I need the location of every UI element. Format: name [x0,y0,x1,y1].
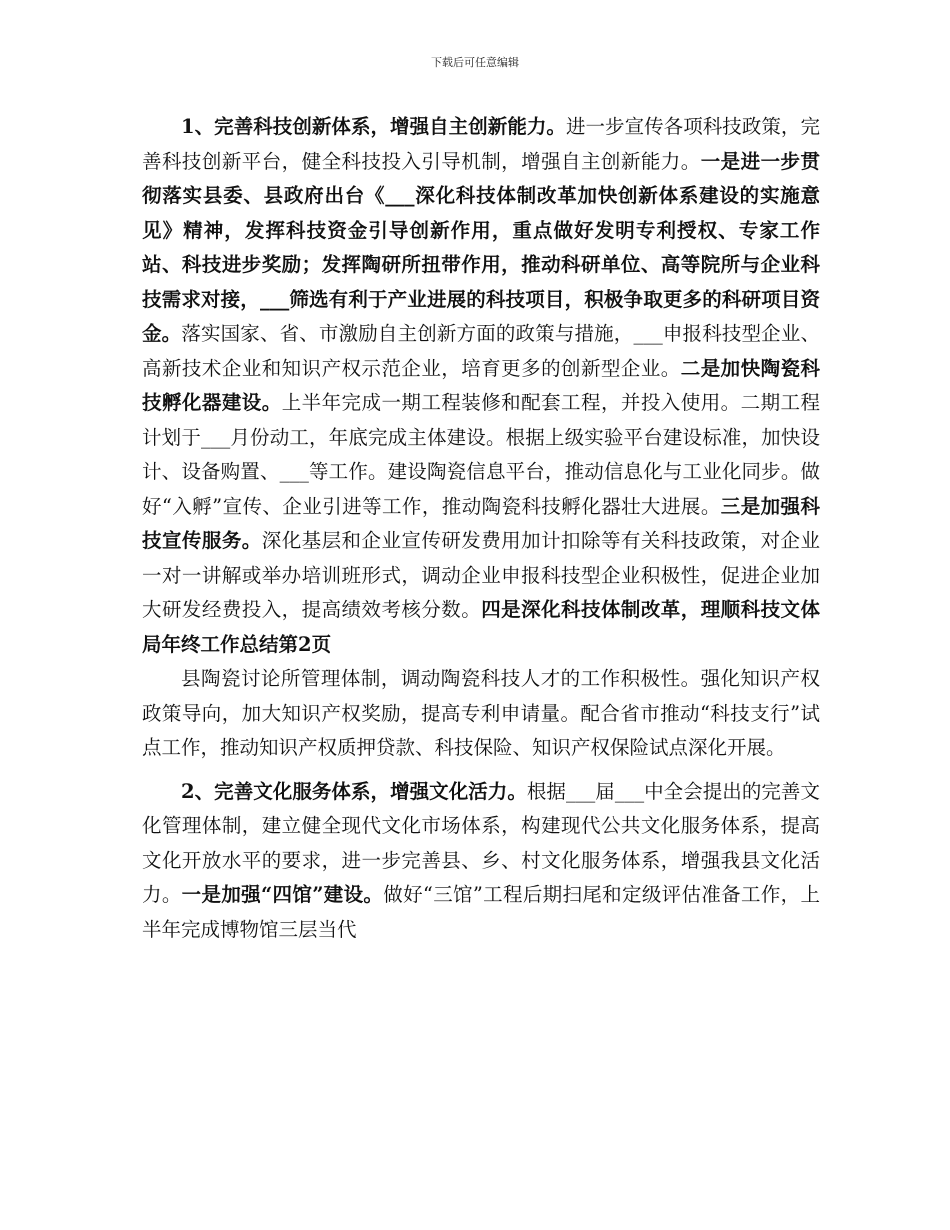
paragraph-culture-service [142,775,820,948]
paragraph-ceramics-institute [142,662,820,766]
text-segment: 进一步宣传各项科技政策，完善科技创新平台，健全科技投入引导机制，增强自主创新能力。 [142,115,820,173]
text-segment: 深化基层和企业宣传研发费用加计扣除等有关科技政策，对企业一对一讲解或举办培训班形式，调动企业申报科技型企业积极性，促进企业加大研发经费投入，提高绩效考核分数。 [142,529,820,621]
text-segment: 2、完善文化服务体系，增强文化活力。 [181,779,527,803]
page-header: 下载后可任意编辑 [431,56,519,69]
text-segment: 做好“三馆”工程后期扫尾和定级评估准备工作，上半年完成博物馆三层当代 [142,883,820,941]
text-segment: 县陶瓷讨论所管理体制，调动陶瓷科技人才的工作积极性。强化知识产权政策导向，加大知识产权奖励，提高专利申请量。配合省市推动“科技支行”试点工作，推动知识产权质押贷款、科技保险、知识产权保险试点深化开展。 [142,667,820,759]
paragraph-science-tech [142,110,820,662]
text-segment: 落实国家、省、市激励自主创新方面的政策与措施，___申报科技型企业、高新技术企业和知识产权示范企业，培育更多的创新型企业。 [142,322,820,380]
text-segment: 三是加强科技宣传服务。 [142,494,820,552]
text-segment: 1、完善科技创新体系，增强自主创新能力。 [181,115,566,138]
text-segment: 一是加强“四馆”建设。 [181,883,384,906]
document-body [142,110,820,947]
text-segment: 上半年完成一期工程装修和配套工程，并投入使用。二期工程计划于___月份动工，年底完成主体建设。根据上级实验平台建设标准，加快设计、设备购置、___等工作。建设陶瓷信息平台，推动信息化与工业化同步。做好“入孵”宣传、企业引进等工作，推动陶瓷科技孵化器壮大进展。 [142,391,820,518]
text-segment: 根据___届___中全会提出的完善文化管理体制，建立健全现代文化市场体系，构建现代公共文化服务体系，提高文化开放水平的要求，进一步完善县、乡、村文化服务体系，增强我县文化活力。 [142,779,820,906]
text-segment: 二是加快陶瓷科技孵化器建设。 [142,356,820,414]
text-segment: 一是进一步贯彻落实县委、县政府出台《___深化科技体制改革加快创新体系建设的实施意见》精神，发挥科技资金引导创新作用，重点做好发明专利授权、专家工作站、科技进步奖励；发挥陶研所扭带作用，推动科研单位、高等院所与企业科技需求对接，___筛选有利于产业进展的科技项目，积极争取更多的科研项目资金。 [142,149,820,345]
text-segment: 四是深化科技体制改革，理顺科技文体局年终工作总结第2页 [142,598,820,656]
